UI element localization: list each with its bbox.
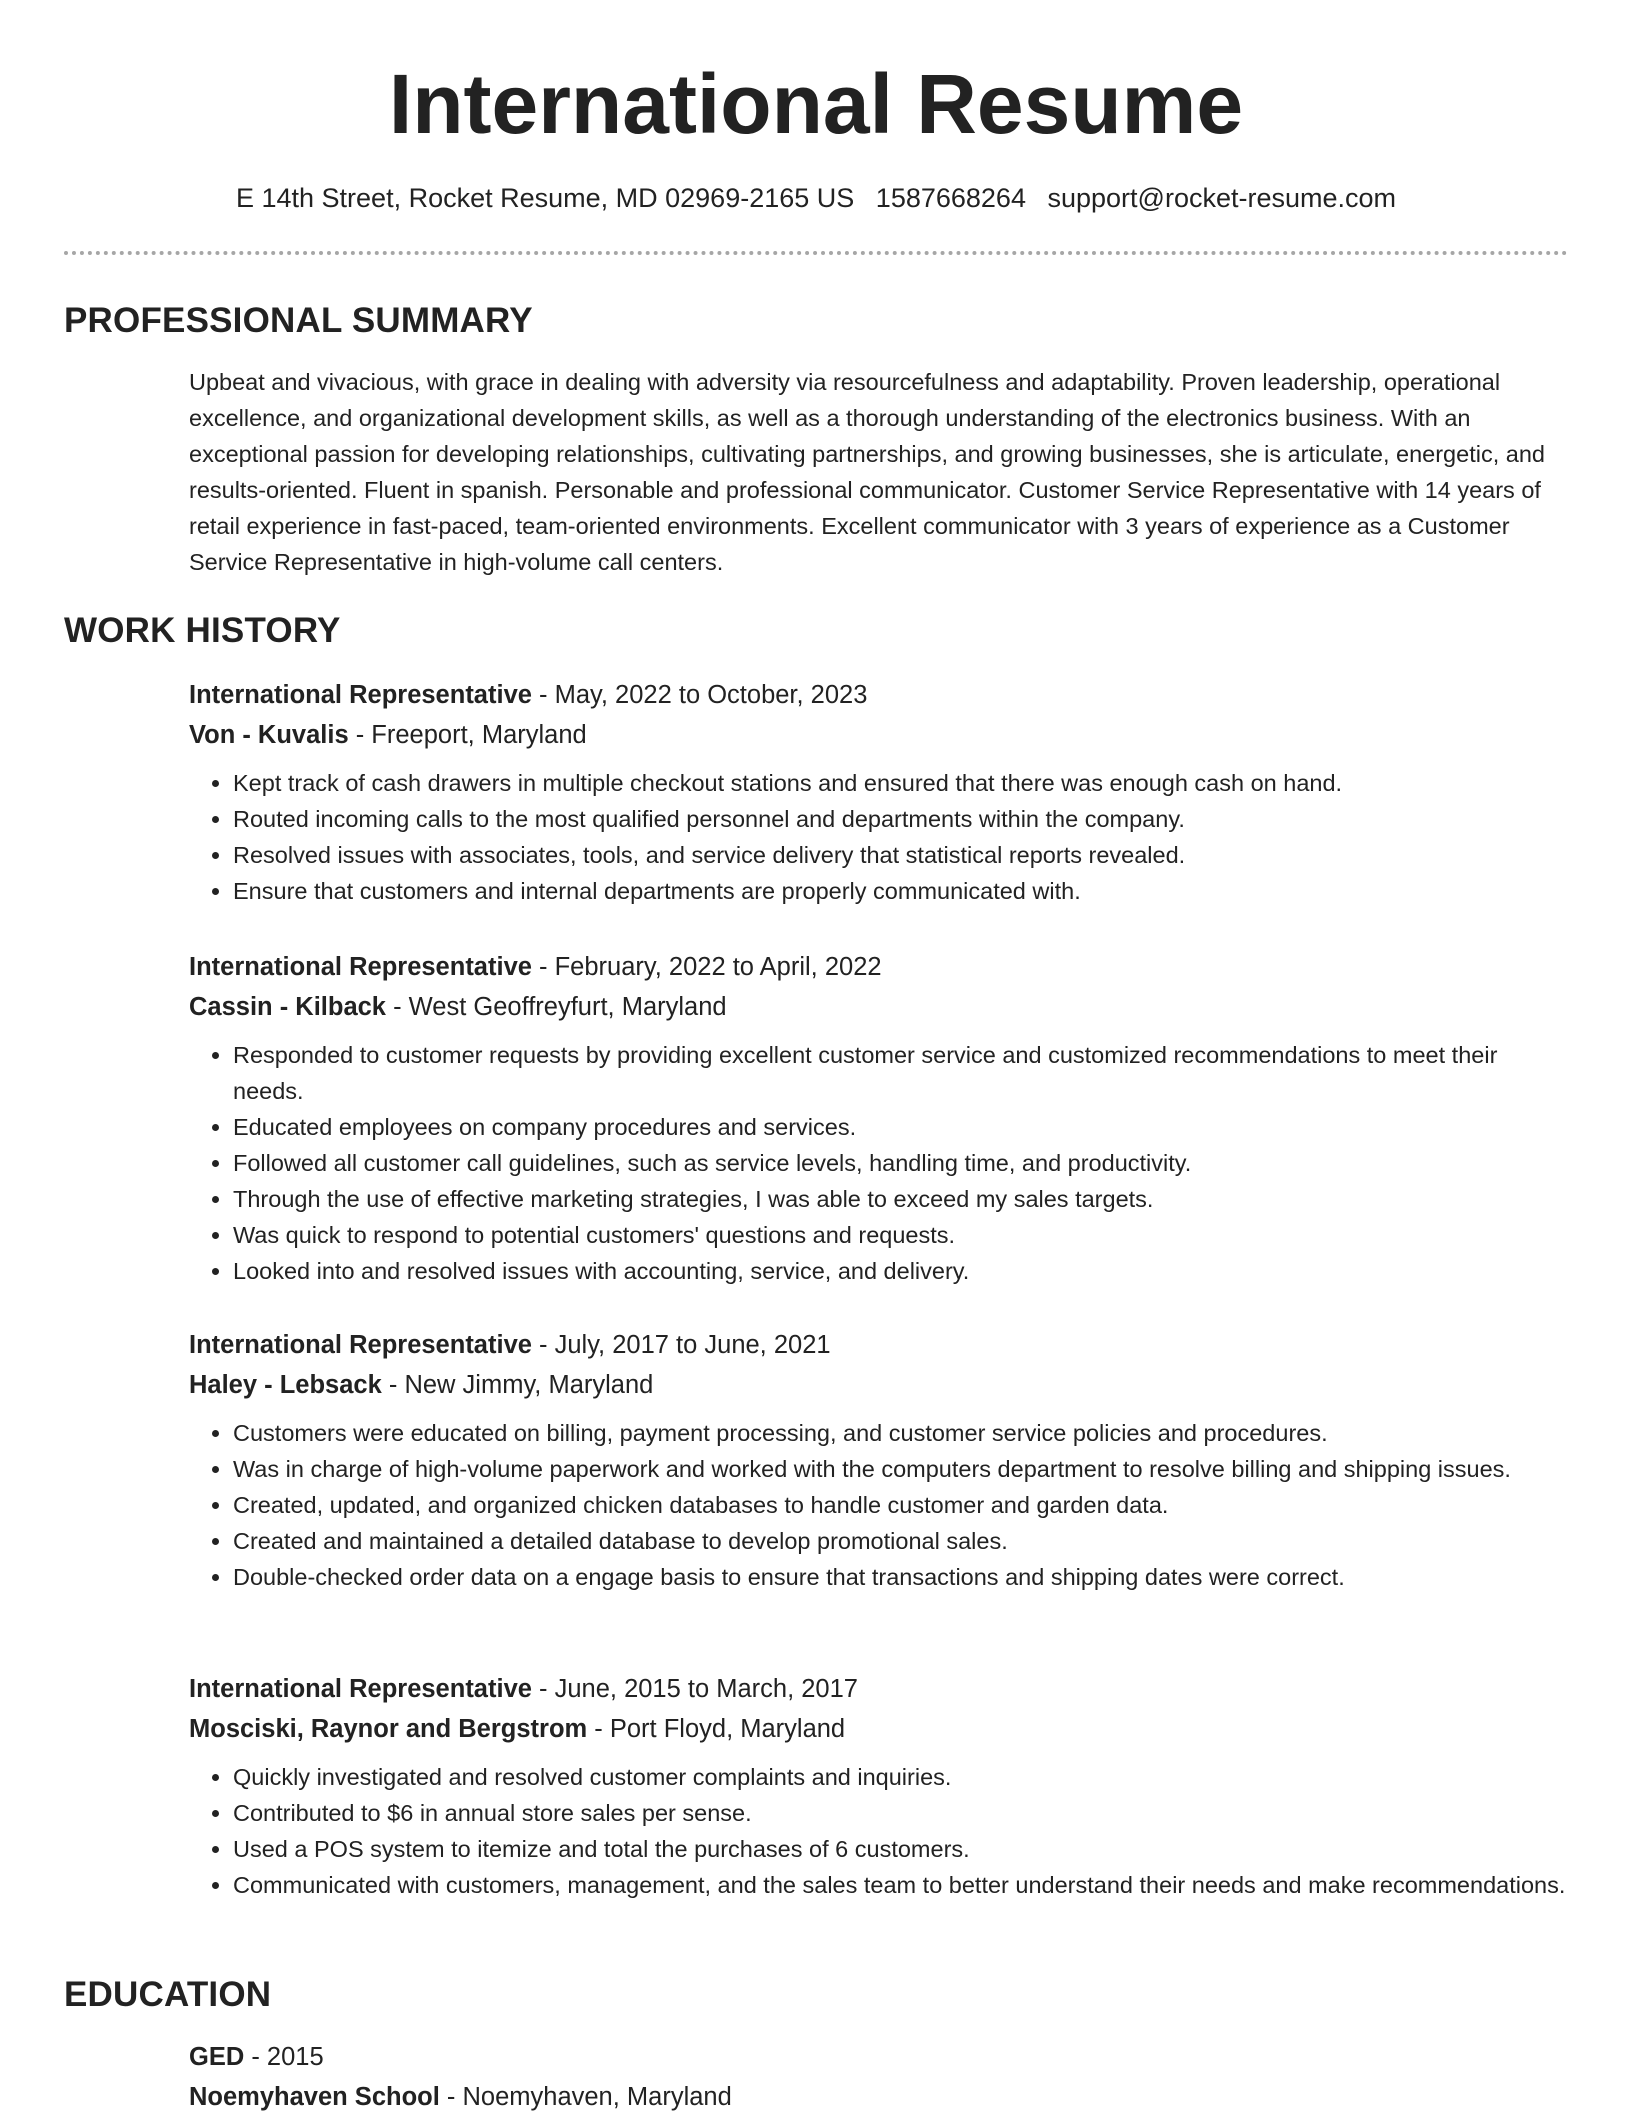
header-divider xyxy=(64,251,1568,255)
summary-text: Upbeat and vivacious, with grace in dealing with adversity via resourcefulness and adaptability. Proven leadership, operational excellence, and organizational development skills, as well as a thorough understanding of the electronics business. With an exceptional passion for developing relationships, cultivating partnerships, and growing businesses, she is articulate, energetic, and results-oriented. Fluent in spanish. Personable and professional communicator. Customer Service Representative with 14 years of retail experience in fast-paced, team-oriented environments. Excellent communicator with 3 years of experience as a Customer Service Representative in high-volume call centers. xyxy=(189,369,1545,575)
job-title-line xyxy=(189,1325,1568,1365)
education-location: - Noemyhaven, Maryland xyxy=(439,2083,732,2111)
job-entry xyxy=(189,947,1568,1289)
job-company-line xyxy=(189,715,1568,755)
education-degree-line xyxy=(189,2037,1568,2077)
job-bullet: • Communicated with customers, management, and the sales team to better understand their needs and make recommendations. xyxy=(233,1867,1568,1903)
job-company-line xyxy=(189,987,1568,1027)
job-bullet: • Was quick to respond to potential customers' questions and requests. xyxy=(233,1217,1568,1253)
job-company-line xyxy=(189,1365,1568,1405)
job-title: International Representative xyxy=(189,1331,532,1359)
job-location: - New Jimmy, Maryland xyxy=(381,1371,654,1399)
job-bullet: • Quickly investigated and resolved customer complaints and inquiries. xyxy=(233,1759,1568,1795)
job-dates: - July, 2017 to June, 2021 xyxy=(531,1331,831,1359)
job-bullet: • Kept track of cash drawers in multiple checkout stations and ensured that there was enough cash on hand. xyxy=(233,765,1568,801)
job-bullet: • Was in charge of high-volume paperwork and worked with the computers department to resolve billing and shipping issues. xyxy=(233,1451,1568,1487)
job-location: - Freeport, Maryland xyxy=(348,721,587,749)
education-school-line xyxy=(189,2077,1568,2117)
job-bullet: • Through the use of effective marketing strategies, I was able to exceed my sales targets. xyxy=(233,1181,1568,1217)
job-location: - West Geoffreyfurt, Maryland xyxy=(386,993,727,1021)
education-school: Noemyhaven School xyxy=(189,2083,440,2111)
education-year: - 2015 xyxy=(244,2043,324,2071)
contact-address: E 14th Street, Rocket Resume, MD 02969-2165 US xyxy=(235,183,855,213)
job-company: Cassin - Kilback xyxy=(189,993,386,1021)
job-dates: - June, 2015 to March, 2017 xyxy=(531,1675,858,1703)
job-bullet: • Resolved issues with associates, tools, and service delivery that statistical reports revealed. xyxy=(233,837,1568,873)
contact-phone: 1587668264 xyxy=(875,183,1026,213)
job-entry xyxy=(189,1325,1568,1595)
job-bullets xyxy=(189,1037,1568,1289)
job-bullets xyxy=(189,1759,1568,1903)
job-dates: - February, 2022 to April, 2022 xyxy=(531,953,882,981)
job-bullet: • Contributed to $6 in annual store sales per sense. xyxy=(233,1795,1568,1831)
job-title: International Representative xyxy=(189,953,532,981)
job-bullet: • Looked into and resolved issues with accounting, service, and delivery. xyxy=(233,1253,1568,1289)
job-location: - Port Floyd, Maryland xyxy=(587,1715,846,1743)
job-bullet: • Routed incoming calls to the most qualified personnel and departments within the company. xyxy=(233,801,1568,837)
job-bullet: • Ensure that customers and internal departments are properly communicated with. xyxy=(233,873,1568,909)
job-title-line xyxy=(189,1669,1568,1709)
job-company-line xyxy=(189,1709,1568,1749)
job-entry xyxy=(189,675,1568,909)
job-company: Mosciski, Raynor and Bergstrom xyxy=(189,1715,588,1743)
job-bullets xyxy=(189,1415,1568,1595)
job-bullet: • Responded to customer requests by providing excellent customer service and customized recommendations to meet their needs. xyxy=(233,1037,1568,1109)
job-title-line xyxy=(189,947,1568,987)
job-title-line xyxy=(189,675,1568,715)
job-bullet: • Created and maintained a detailed database to develop promotional sales. xyxy=(233,1523,1568,1559)
education-degree: GED xyxy=(189,2043,245,2071)
work-history-heading: WORK HISTORY xyxy=(64,611,341,650)
contact-email: support@rocket-resume.com xyxy=(1047,183,1397,213)
job-bullets xyxy=(189,765,1568,909)
job-bullet: • Educated employees on company procedures and services. xyxy=(233,1109,1568,1145)
job-entry xyxy=(189,1669,1568,1903)
job-dates: - May, 2022 to October, 2023 xyxy=(531,681,868,709)
job-bullet: • Double-checked order data on a engage basis to ensure that transactions and shipping dates were correct. xyxy=(233,1559,1568,1595)
job-title: International Representative xyxy=(189,1675,532,1703)
education-entry xyxy=(189,2037,1568,2117)
job-company: Haley - Lebsack xyxy=(189,1371,382,1399)
job-company: Von - Kuvalis xyxy=(189,721,349,749)
job-bullet: • Followed all customer call guidelines, such as service levels, handling time, and productivity. xyxy=(233,1145,1568,1181)
job-bullet: • Created, updated, and organized chicken databases to handle customer and garden data. xyxy=(233,1487,1568,1523)
education-heading: EDUCATION xyxy=(64,1975,272,2014)
job-bullet: • Customers were educated on billing, payment processing, and customer service policies and procedures. xyxy=(233,1415,1568,1451)
job-title: International Representative xyxy=(189,681,532,709)
resume-name: International Resume xyxy=(388,57,1244,151)
job-bullet: • Used a POS system to itemize and total the purchases of 6 customers. xyxy=(233,1831,1568,1867)
summary-heading: PROFESSIONAL SUMMARY xyxy=(64,301,533,340)
contact-info xyxy=(0,180,1632,216)
